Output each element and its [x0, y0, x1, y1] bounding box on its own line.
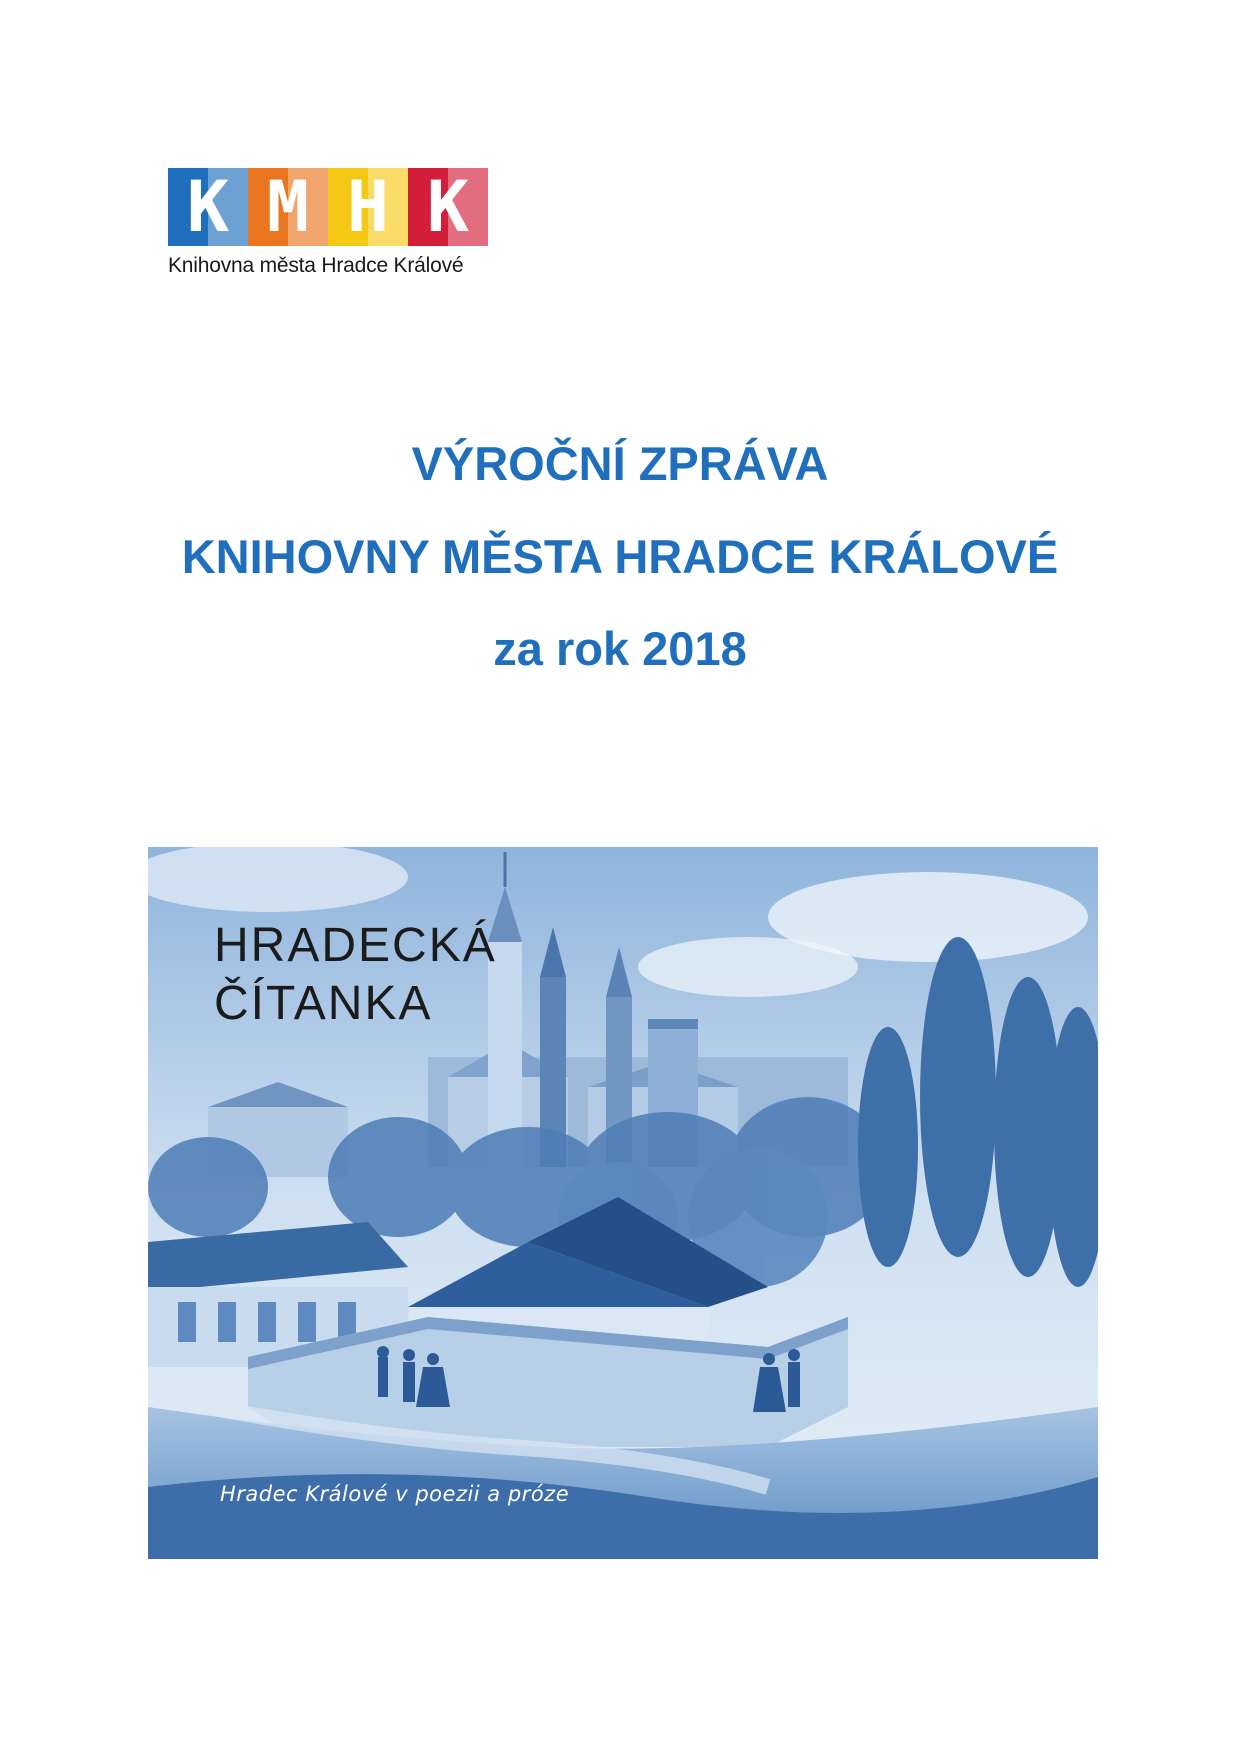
logo-letter: H — [346, 168, 390, 246]
library-logo — [168, 168, 488, 278]
logo-tile-m — [248, 168, 328, 246]
title-line-2: KNIHOVNY MĚSTA HRADCE KRÁLOVÉ — [181, 530, 1059, 583]
logo-letter: K — [426, 168, 470, 246]
cover-title-line-2: ČÍTANKA — [214, 977, 433, 1030]
cover-title — [214, 917, 497, 1033]
logo-tile-h — [328, 168, 408, 246]
logo-tile-k — [168, 168, 248, 246]
cover-subtitle: Hradec Králové v poezii a próze — [220, 1482, 570, 1506]
logo-caption: Knihovna města Hradce Králové — [168, 254, 464, 277]
logo-tile-k2 — [408, 168, 488, 246]
logo-letter: K — [186, 168, 230, 246]
cover-title-line-1: HRADECKÁ — [214, 919, 497, 972]
cover-illustration — [148, 847, 1098, 1559]
title-line-3: za rok 2018 — [493, 622, 747, 675]
logo-tiles — [168, 168, 488, 246]
title-line-1: VÝROČNÍ ZPRÁVA — [411, 437, 829, 490]
logo-letter: M — [266, 168, 310, 246]
